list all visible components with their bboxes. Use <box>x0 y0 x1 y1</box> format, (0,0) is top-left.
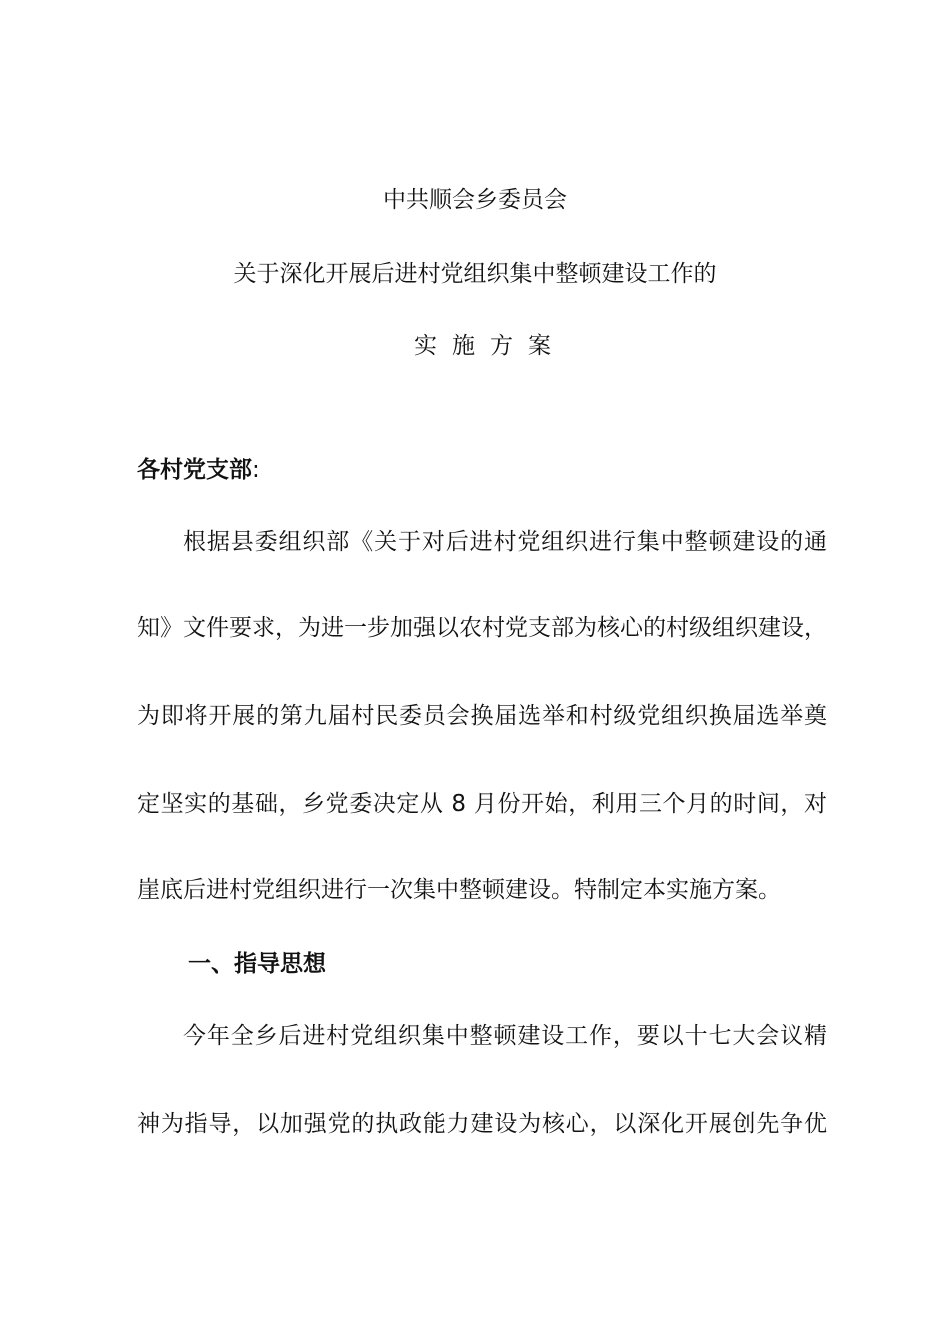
section1-heading: 一、指导思想 <box>188 951 326 977</box>
header-doc-type: 实施方案 <box>414 333 566 359</box>
salutation-colon: : <box>252 457 260 483</box>
paragraph1-line-1: 根据县委组织部《关于对后进村党组织进行集中整顿建设的通 <box>183 529 827 555</box>
paragraph1-line-4: 定坚实的基础，乡党委决定从 8 月份开始，利用三个月的时间，对 <box>137 791 827 817</box>
paragraph1-line-2: 知》文件要求，为进一步加强以农村党支部为核心的村级组织建设， <box>137 615 827 641</box>
salutation-recipient: 各村党支部 <box>137 457 252 483</box>
salutation <box>137 454 260 486</box>
section1-line-2: 神为指导，以加强党的执政能力建设为核心，以深化开展创先争优 <box>137 1111 827 1137</box>
paragraph1-line-5: 崖底后进村党组织进行一次集中整顿建设。特制定本实施方案。 <box>137 877 781 903</box>
header-org: 中共顺会乡委员会 <box>383 187 567 213</box>
paragraph1-line-3: 为即将开展的第九届村民委员会换届选举和村级党组织换届选举奠 <box>137 703 827 729</box>
header-subject: 关于深化开展后进村党组织集中整顿建设工作的 <box>233 261 717 287</box>
section1-line-1: 今年全乡后进村党组织集中整顿建设工作，要以十七大会议精 <box>183 1023 827 1049</box>
